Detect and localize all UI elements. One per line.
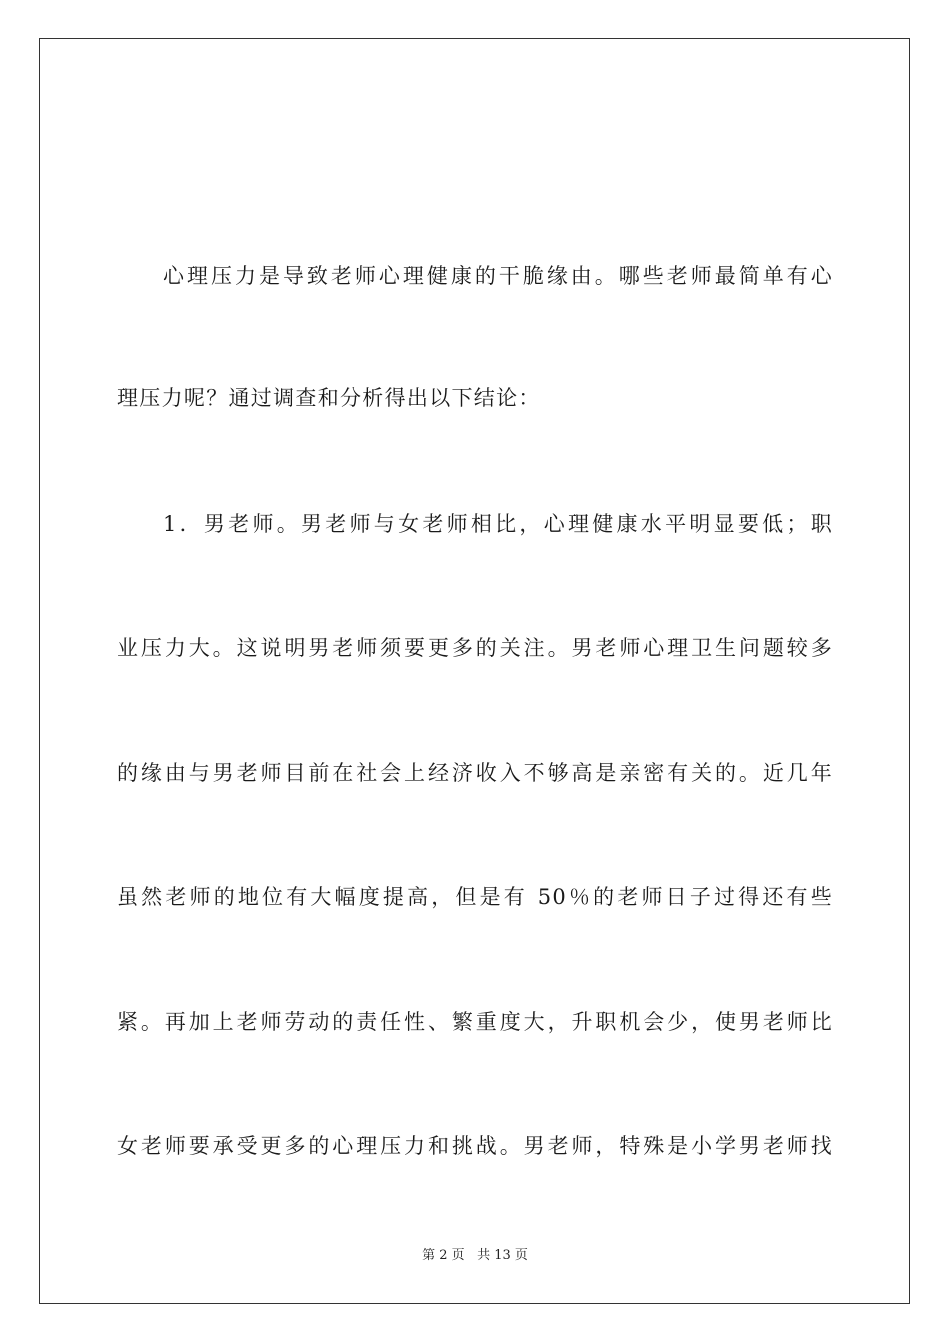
paragraph-2-line-3: 的缘由与男老师目前在社会上经济收入不够高是亲密有关的。近几年 [117, 761, 833, 785]
page-total: 共 13 页 [477, 1248, 528, 1263]
paragraph-1-line-2: 理压力呢？通过调查和分析得出以下结论： [117, 386, 541, 410]
page-border [39, 38, 910, 1304]
paragraph-2-line-6: 女老师要承受更多的心理压力和挑战。男老师，特殊是小学男老师找 [117, 1134, 833, 1158]
paragraph-2-line-4: 虽然老师的地位有大幅度提高，但是有 50％的老师日子过得还有些 [117, 885, 833, 909]
paragraph-1-line-1: 心理压力是导致老师心理健康的干脆缘由。哪些老师最简单有心 [163, 264, 833, 288]
paragraph-2-line-5: 紧。再加上老师劳动的责任性、繁重度大，升职机会少，使男老师比 [117, 1010, 833, 1034]
paragraph-2-line-2: 业压力大。这说明男老师须要更多的关注。男老师心理卫生问题较多 [117, 636, 833, 660]
page-footer [0, 1248, 950, 1264]
page-number: 第 2 页 [422, 1248, 465, 1263]
paragraph-2-line-1: 1．男老师。男老师与女老师相比，心理健康水平明显要低；职 [163, 512, 833, 536]
